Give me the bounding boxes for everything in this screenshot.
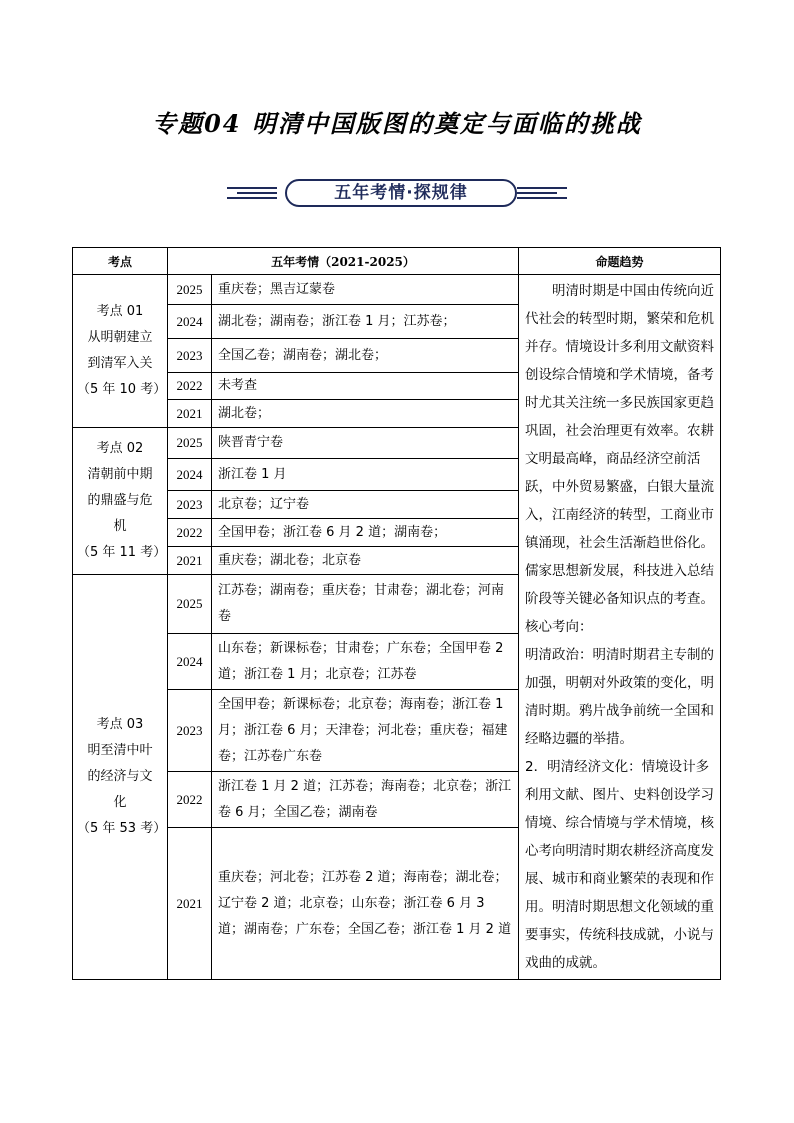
papers-cell: 全国乙卷；湖南卷；湖北卷； [212, 339, 519, 373]
banner-left-lines [227, 187, 277, 202]
exam-point-2 [73, 428, 168, 575]
year-cell: 2021 [168, 547, 212, 575]
exam-point-count: （5 年 11 考） [77, 545, 167, 560]
year-cell: 2023 [168, 339, 212, 373]
trend-item-1: 明清政治：明清时期君主专制的加强，明朝对外政策的变化，明清时期。鸦片战争前统一全国和经略边疆的举措。 [525, 647, 714, 747]
exam-point-1 [73, 275, 168, 428]
year-cell: 2021 [168, 828, 212, 980]
year-cell: 2025 [168, 428, 212, 459]
year-cell: 2024 [168, 634, 212, 690]
trend-intro: 明清时期是中国由传统向近代社会的转型时期，繁荣和危机并存。情境设计多利用文献资料创设综合情境和学术情境，备考时尤其关注统一多民族国家更趋巩固，社会治理更有效率。农耕文明最高峰，商品经济空前活跃，中外贸易繁盛，白银大量流入，江南经济的转型，工商业市镇涌现，社会生活渐趋世俗化。儒家思想新发展，科技进入总结阶段等关键必备知识点的考查。 [525, 283, 714, 607]
year-cell: 2025 [168, 575, 212, 634]
papers-cell: 重庆卷；湖北卷；北京卷 [212, 547, 519, 575]
papers-cell: 北京卷；辽宁卷 [212, 491, 519, 519]
year-cell: 2022 [168, 373, 212, 400]
year-cell: 2024 [168, 305, 212, 339]
year-cell: 2024 [168, 459, 212, 491]
exam-point-label: 考点 01 [96, 304, 144, 319]
header-trend: 命题趋势 [519, 248, 721, 275]
page-title: 专题04 明清中国版图的奠定与面临的挑战 [152, 109, 642, 138]
exam-point-count: （5 年 10 考） [77, 382, 167, 397]
year-cell: 2023 [168, 690, 212, 772]
exam-point-line: 从明朝建立 [87, 330, 153, 345]
exam-table [72, 247, 721, 980]
banner-label: 五年考情·探规律 [285, 179, 517, 207]
papers-cell: 山东卷；新课标卷；甘肃卷；广东卷；全国甲卷 2 道；浙江卷 1 月；北京卷；江苏卷 [212, 634, 519, 690]
exam-point-line: 化 [113, 795, 127, 810]
exam-point-3 [73, 575, 168, 980]
year-cell: 2025 [168, 275, 212, 305]
table-row [73, 275, 721, 305]
papers-cell: 江苏卷；湖南卷；重庆卷；甘肃卷；湖北卷；河南卷 [212, 575, 519, 634]
header-point: 考点 [73, 248, 168, 275]
exam-point-line: 明至清中叶 [87, 743, 153, 758]
exam-point-count: （5 年 53 考） [77, 821, 167, 836]
exam-point-label: 考点 02 [96, 441, 144, 456]
papers-cell: 湖北卷； [212, 400, 519, 428]
banner-right-lines [517, 187, 567, 202]
trend-cell [519, 275, 721, 980]
table-header-row [73, 248, 721, 275]
papers-cell: 重庆卷；河北卷；江苏卷 2 道；海南卷；湖北卷；辽宁卷 2 道；北京卷；山东卷；浙江卷 6 月 3 道；湖南卷；广东卷；全国乙卷；浙江卷 1 月 2 道 [212, 828, 519, 980]
papers-cell: 重庆卷；黑吉辽蒙卷 [212, 275, 519, 305]
section-banner [227, 179, 567, 207]
exam-point-line: 的鼎盛与危 [87, 493, 153, 508]
papers-cell: 未考查 [212, 373, 519, 400]
papers-cell: 全国甲卷；新课标卷；北京卷；海南卷；浙江卷 1 月；浙江卷 6 月；天津卷；河北卷；重庆卷；福建卷；江苏卷广东卷 [212, 690, 519, 772]
papers-cell: 全国甲卷；浙江卷 6 月 2 道；湖南卷； [212, 519, 519, 547]
header-years: 五年考情（2021-2025） [168, 248, 519, 275]
papers-cell: 湖北卷；湖南卷；浙江卷 1 月；江苏卷； [212, 305, 519, 339]
papers-cell: 陕晋青宁卷 [212, 428, 519, 459]
exam-point-line: 清朝前中期 [87, 467, 153, 482]
trend-item-2: 2．明清经济文化：情境设计多利用文献、图片、史料创设学习情境、综合情境与学术情境，核心考向明清时期农耕经济高度发展、城市和商业繁荣的表现和作用。明清时期思想文化领域的重要事实，传统科技成就，小说与戏曲的成就。 [525, 759, 714, 971]
papers-cell: 浙江卷 1 月 [212, 459, 519, 491]
exam-point-line: 到清军入关 [87, 356, 153, 371]
year-cell: 2021 [168, 400, 212, 428]
trend-core-label: 核心考向： [525, 619, 593, 635]
year-cell: 2022 [168, 519, 212, 547]
exam-point-label: 考点 03 [96, 717, 144, 732]
papers-cell: 浙江卷 1 月 2 道；江苏卷；海南卷；北京卷；浙江卷 6 月；全国乙卷；湖南卷 [212, 772, 519, 828]
year-cell: 2022 [168, 772, 212, 828]
exam-point-line: 机 [113, 519, 127, 534]
year-cell: 2023 [168, 491, 212, 519]
exam-point-line: 的经济与文 [87, 769, 153, 784]
